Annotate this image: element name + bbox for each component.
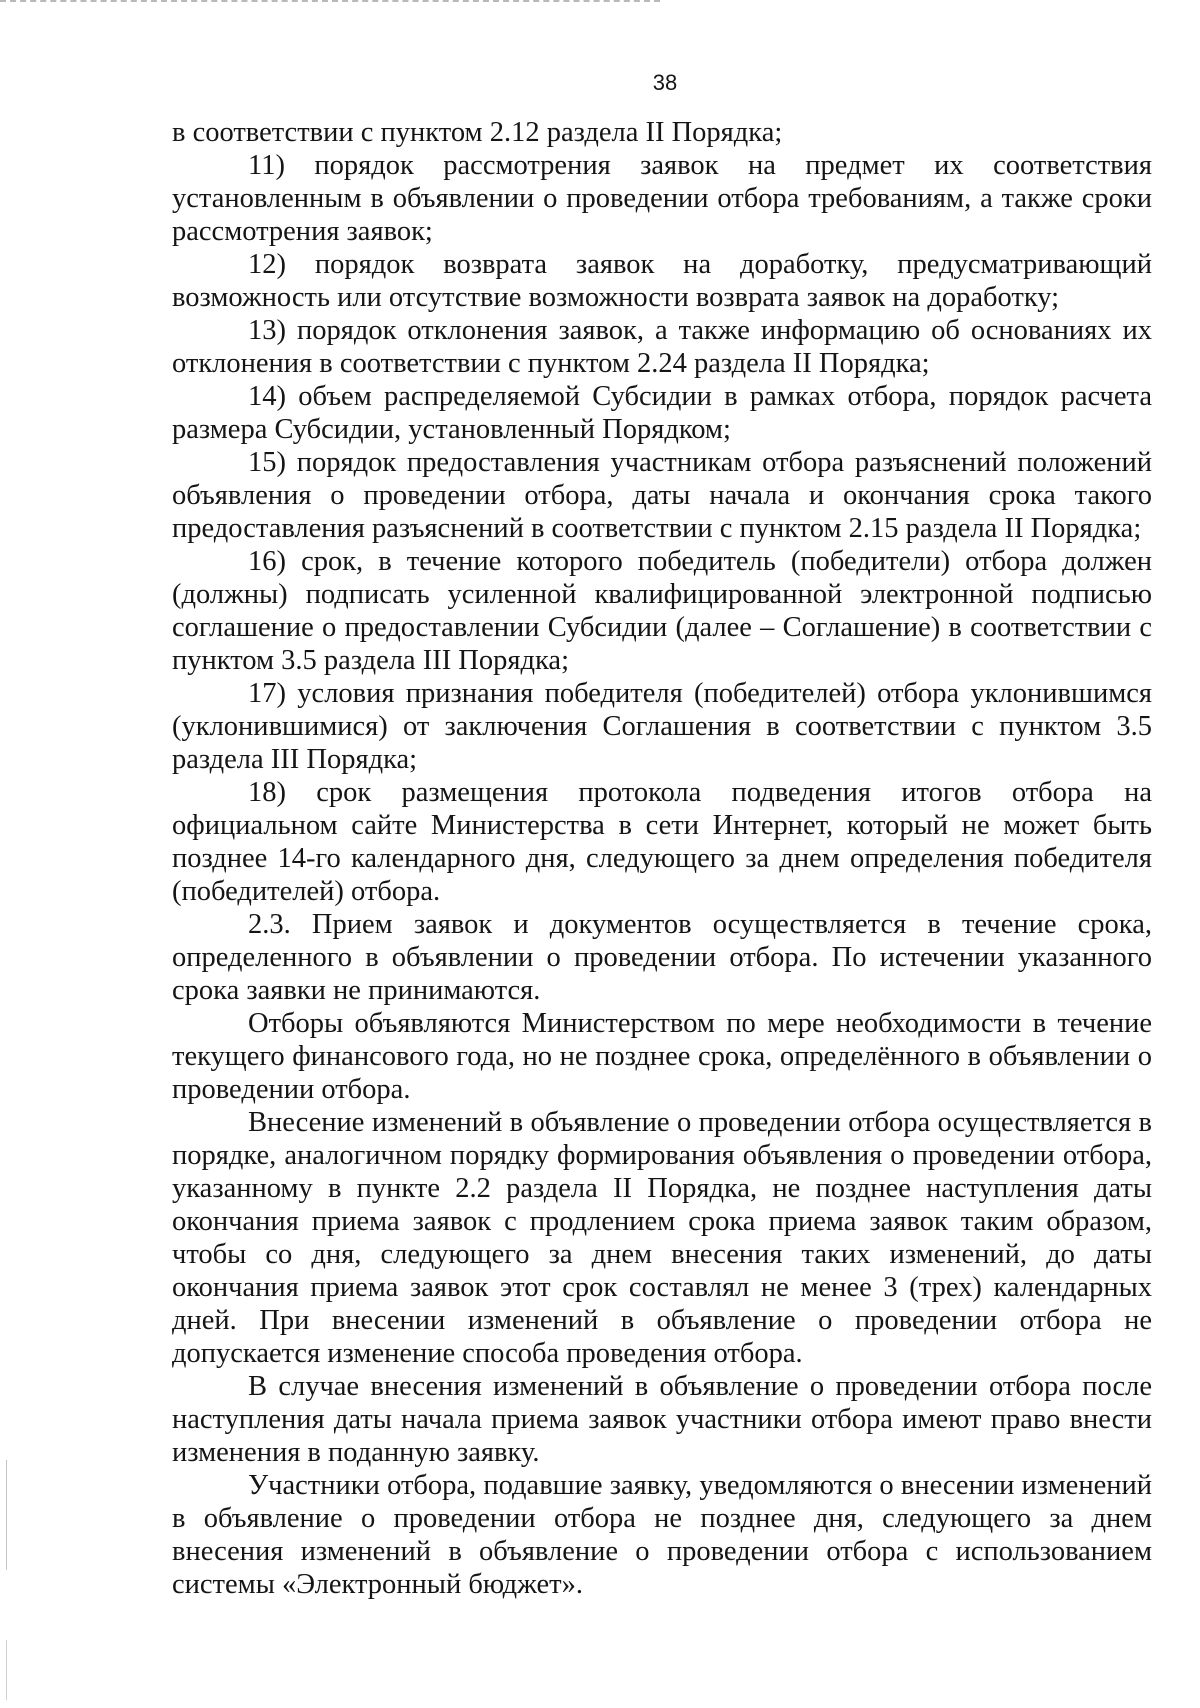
list-item-15: 15) порядок предоставления участникам отбора разъяснений положений объявления о проведении отбора, даты начала и окончания срока такого предоставления разъяснений в соответствии с пунктом 2.15 раздела II Порядка;: [172, 447, 1152, 544]
list-item-17: 17) условия признания победителя (победителей) отбора уклонившимся (уклонившимися) от заключения Соглашения в соответствии с пунктом 3.5 раздела III Порядка;: [172, 678, 1152, 775]
scan-edge-artifact: [0, 0, 660, 2]
list-item-18: 18) срок размещения протокола подведения итогов отбора на официальном сайте Министерства в сети Интернет, который не может быть позднее 14-го календарного дня, следующего за днем определения победителя (победителей) отбора.: [172, 777, 1152, 907]
list-item-13: 13) порядок отклонения заявок, а также информацию об основаниях их отклонения в соответствии с пунктом 2.24 раздела II Порядка;: [172, 315, 1152, 379]
paragraph: в соответствии с пунктом 2.12 раздела II Порядка;: [172, 117, 783, 148]
list-item-12: 12) порядок возврата заявок на доработку, предусматривающий возможность или отсутствие возможности возврата заявок на доработку;: [172, 249, 1152, 313]
list-item-16: 16) срок, в течение которого победитель (победители) отбора должен (должны) подписать усиленной квалифицированной электронной подписью соглашение о предоставлении Субсидии (далее – Соглашение) в соответствии с пунктом 3.5 раздела III Порядка;: [172, 546, 1152, 676]
paragraph: В случае внесения изменений в объявление о проведении отбора после наступления даты начала приема заявок участники отбора имеют право внести изменения в поданную заявку.: [172, 1371, 1152, 1468]
list-item-11: 11) порядок рассмотрения заявок на предмет их соответствия установленным в объявлении о проведении отбора требованиям, а также сроки рассмотрения заявок;: [172, 150, 1152, 247]
list-item-14: 14) объем распределяемой Субсидии в рамках отбора, порядок расчета размера Субсидии, установленный Порядком;: [172, 381, 1152, 445]
page-number: 38: [652, 70, 678, 95]
document-body: [172, 116, 1152, 1601]
paragraph: Участники отбора, подавшие заявку, уведомляются о внесении изменений в объявление о проведении отбора не позднее дня, следующего за днем внесения изменений в объявление о проведении отбора с использованием системы «Электронный бюджет».: [172, 1470, 1152, 1600]
paragraph: Отборы объявляются Министерством по мере необходимости в течение текущего финансового года, но не позднее срока, определённого в объявлении о проведении отбора.: [172, 1008, 1152, 1105]
paragraph: Внесение изменений в объявление о проведении отбора осуществляется в порядке, аналогичном порядку формирования объявления о проведении отбора, указанному в пункте 2.2 раздела II Порядка, не позднее наступления даты окончания приема заявок с продлением срока приема заявок таким образом, чтобы со дня, следующего за днем внесения таких изменений, до даты окончания приема заявок этот срок составлял не менее 3 (трех) календарных дней. При внесении изменений в объявление о проведении отбора не допускается изменение способа проведения отбора.: [172, 1107, 1152, 1369]
section-2-3-paragraph: 2.3. Прием заявок и документов осуществляется в течение срока, определенного в объявлении о проведении отбора. По истечении указанного срока заявки не принимаются.: [172, 909, 1152, 1006]
scan-margin-artifact: [6, 1460, 7, 1570]
scan-margin-artifact: [6, 1640, 7, 1700]
